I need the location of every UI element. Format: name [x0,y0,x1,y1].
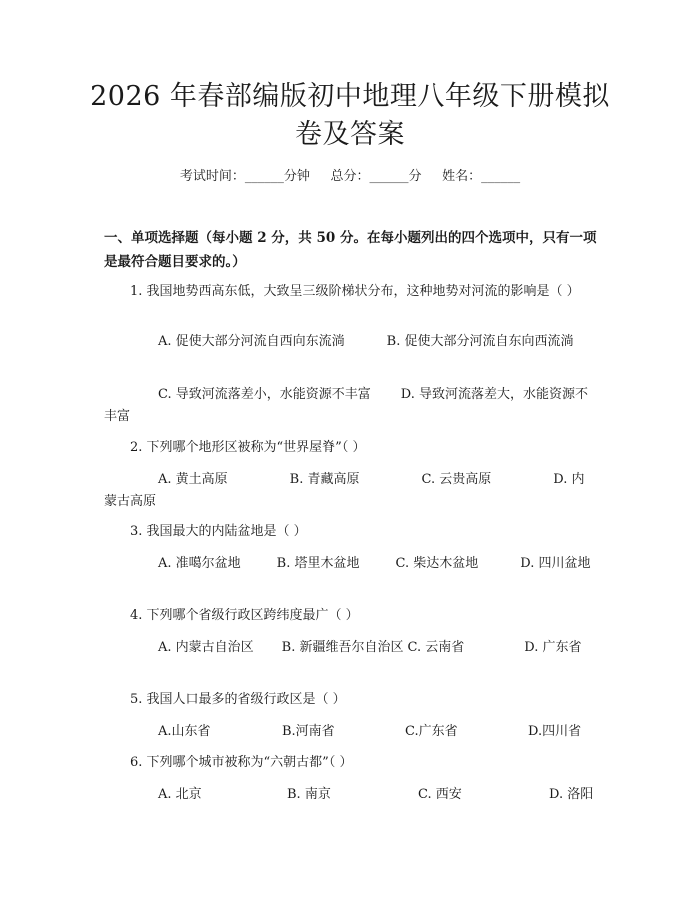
option-d: D. 四川盆地 [520,556,591,571]
option-c: C.广东省 [405,724,458,739]
question-stem: 3. 我国最大的内陆盆地是（ ） [130,524,307,539]
option-b: B. 促使大部分河流自东向西流淌 [386,334,574,349]
question-stem: 6. 下列哪个城市被称为“六朝古都”（ ） [130,755,353,770]
question-1-options-cd [104,384,596,428]
option-a: A.山东省 [158,724,211,739]
option-b: B. 塔里木盆地 [276,556,360,571]
option-a: A. 促使大部分河流自西向东流淌 [158,334,345,349]
exam-title: 2026 年春部编版初中地理八年级下册模拟卷及答案 [90,81,610,150]
option-a: A. 准噶尔盆地 [158,556,241,571]
option-b: B. 新疆维吾尔自治区 [281,640,404,655]
question-3 [104,521,594,543]
option-d: D. 导致河流落差大，水能资源不丰富 [104,387,588,424]
question-1-options-ab [104,331,596,353]
question-stem: 2. 下列哪个地形区被称为“世界屋脊”（ ） [130,440,366,455]
question-stem: 4. 下列哪个省级行政区跨纬度最广（ ） [130,608,359,623]
exam-info-line: 考试时间：______分钟 总分：______分 姓名：______ [179,169,521,184]
question-1 [104,281,594,303]
option-d: D. 广东省 [524,640,582,655]
option-d: D. 洛阳 [549,787,594,802]
question-4-options [104,637,596,659]
option-c: C. 导致河流落差小，水能资源不丰富 [158,387,371,402]
option-a: A. 黄土高原 [158,472,228,487]
question-6-options [104,784,594,806]
option-a: A. 内蒙古自治区 [158,640,254,655]
question-5-options [104,721,594,743]
question-6 [104,752,594,774]
option-d: D. 内蒙古高原 [104,472,585,509]
section-heading: 一、单项选择题（每小题 2 分，共 50 分。在每小题列出的四个选项中，只有一项是最符合题目要求的。） [104,230,597,270]
option-b: B. 南京 [287,787,331,802]
question-stem: 1. 我国地势西高东低，大致呈三级阶梯状分布，这种地势对河流的影响是（ ） [130,284,580,299]
question-5 [104,689,594,711]
option-b: B.河南省 [282,724,335,739]
option-c: C. 云贵高原 [421,472,492,487]
option-d: D.四川省 [528,724,582,739]
question-3-options [104,553,596,575]
question-2 [104,437,594,459]
question-stem: 5. 我国人口最多的省级行政区是（ ） [130,692,346,707]
option-a: A. 北京 [158,787,202,802]
option-b: B. 青藏高原 [289,472,360,487]
option-c: C. 西安 [418,787,462,802]
question-2-options [104,469,596,513]
option-c: C. 柴达木盆地 [395,556,479,571]
option-c: C. 云南省 [407,640,465,655]
question-4 [104,605,594,627]
